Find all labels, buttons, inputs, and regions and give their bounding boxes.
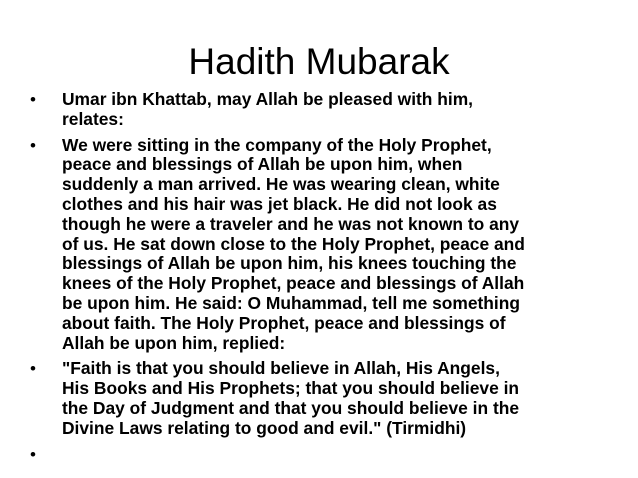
text-line: Umar ibn Khattab, may Allah be pleased with him, <box>62 89 474 109</box>
text-line: "Faith is that you should believe in Allah, His Angels, <box>62 358 500 379</box>
text-line: peace and blessings of Allah be upon him, when <box>62 154 463 175</box>
bullet-dot-icon: • <box>30 90 36 109</box>
text-line: the Day of Judgment and that you should believe in the <box>62 397 520 418</box>
text-line: though he were a traveler and he was not known to any <box>62 213 520 234</box>
text-line: Allah be upon him, replied: <box>62 332 286 353</box>
bullet-dot-icon: • <box>30 444 36 464</box>
text-line: about faith. The Holy Prophet, peace and blessings of <box>62 312 506 333</box>
slide-title: Hadith Mubarak <box>188 41 450 82</box>
text-line: knees of the Holy Prophet, peace and blessings of Allah <box>62 273 525 294</box>
bullet-item <box>30 359 636 438</box>
text-line: of us. He sat down close to the Holy Prophet, peace and <box>62 233 525 254</box>
bullet-text <box>62 359 636 438</box>
bullet-dot-icon: • <box>30 359 36 379</box>
text-line: clothes and his hair was jet black. He did not look as <box>62 193 497 214</box>
bullet-dot-icon: • <box>30 135 36 155</box>
text-line: Divine Laws relating to good and evil." (Tirmidhi) <box>62 417 467 438</box>
bullet-item <box>30 136 636 354</box>
bullet-text <box>62 90 636 130</box>
text-line: be upon him. He said: O Muhammad, tell me something <box>62 292 521 313</box>
bullet-item-empty <box>30 445 636 465</box>
bullet-list <box>30 90 636 471</box>
text-line: We were sitting in the company of the Holy Prophet, <box>62 134 492 155</box>
text-line: relates: <box>62 108 124 129</box>
bullet-item <box>30 90 636 130</box>
text-line: His Books and His Prophets; that you should believe in <box>62 378 520 399</box>
text-line: blessings of Allah be upon him, his knees touching the <box>62 253 517 274</box>
bullet-text <box>62 136 636 354</box>
text-line: suddenly a man arrived. He was wearing clean, white <box>62 174 500 195</box>
